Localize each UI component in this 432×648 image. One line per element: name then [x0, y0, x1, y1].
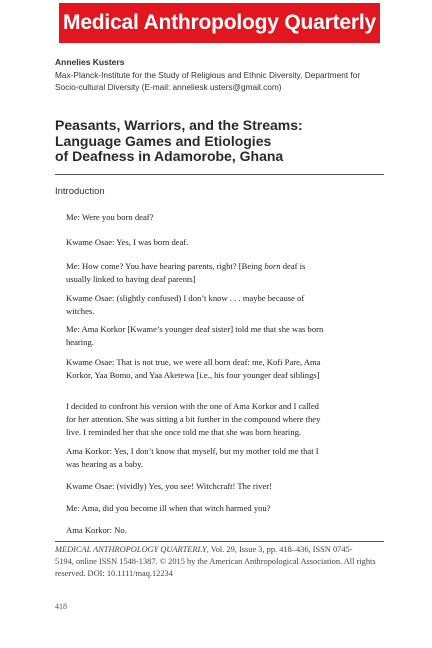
- dialogue-paragraph: [66, 323, 384, 349]
- dialogue-paragraph: [66, 480, 384, 493]
- text-line: Ama Korkor: No.: [66, 525, 127, 535]
- dialogue-paragraph: [66, 292, 384, 318]
- text-line: [55, 544, 385, 556]
- section-heading: Introduction: [55, 186, 105, 197]
- footer-divider: [55, 541, 384, 542]
- dialogue-paragraph: [66, 502, 384, 515]
- citation-block: [55, 544, 385, 580]
- text-line: Me: Ama, did you become ill when that witch harmed you?: [66, 503, 271, 513]
- affiliation-line: Socio-cultural Diversity (E-mail: anneliesk usters@gmail.com): [55, 82, 282, 92]
- text-line: reserved. DOI: 10.1111/maq.12234: [55, 569, 173, 578]
- text-line: Kwame Osae: (slightly confused) I don’t know . . . maybe because of: [66, 293, 305, 303]
- title-line: Peasants, Warriors, and the Streams:: [55, 117, 303, 133]
- text-line: Kwame Osae: (vividly) Yes, you see! Witchcraft! The river!: [66, 481, 273, 491]
- text-line: Me: Were you born deaf?: [66, 212, 154, 222]
- title-divider: [55, 174, 384, 175]
- text-line: Kwame Osae: Yes, I was born deaf.: [66, 237, 189, 247]
- journal-banner: Medical Anthropology Quarterly: [59, 3, 380, 43]
- text-line: Ama Korkor: Yes, I don’t know that myself, but my mother told me that I: [66, 446, 319, 456]
- text-line: witches.: [66, 306, 95, 316]
- text-run: deaf is: [280, 261, 306, 271]
- dialogue-paragraph: [66, 211, 384, 224]
- title-line: of Deafness in Adamorobe, Ghana: [55, 148, 284, 164]
- text-line: I decided to confront his version with the one of Ama Korkor and I called: [66, 401, 319, 411]
- text-line: live. I reminded her that she once told me that she was born hearing.: [66, 427, 302, 437]
- author-affiliation: [55, 69, 385, 93]
- dialogue-paragraph: [66, 356, 384, 382]
- dialogue-paragraph: [66, 445, 384, 471]
- text-line: for her attention. She was sitting a bit further in the compound where they: [66, 414, 321, 424]
- text-line: 5194, online ISSN 1548-1387. © 2015 by the American Anthropological Association. All rights: [55, 557, 376, 566]
- text-line: hearing.: [66, 337, 94, 347]
- text-line: Me: Ama Korkor [Kwame’s younger deaf sister] told me that she was born: [66, 324, 324, 334]
- text-line: Korkor, Yaa Bomo, and Yaa Aketewa [i.e., his four younger deaf siblings]: [66, 370, 320, 380]
- dialogue-paragraph: [66, 260, 384, 286]
- text-line: Kwame Osae: That is not true, we were all born deaf: me, Kofi Pare, Ama: [66, 357, 321, 367]
- text-line: usually linked to having deaf parents]: [66, 274, 196, 284]
- dialogue-paragraph: [66, 236, 384, 249]
- title-line: Language Games and Etiologies: [55, 132, 272, 149]
- emphasis-text: born: [264, 261, 281, 271]
- article-title: [55, 118, 385, 165]
- page-number: 418: [55, 602, 67, 611]
- author-name: Annelies Kusters: [55, 57, 125, 67]
- dialogue-paragraph: [66, 524, 384, 537]
- text-line: was hearing as a baby.: [66, 459, 143, 469]
- text-run: , Vol. 29, Issue 3, pp. 418–436, ISSN 0745-: [206, 545, 353, 554]
- narrative-paragraph: [66, 400, 384, 439]
- text-line: [66, 260, 384, 273]
- affiliation-line: Max-Planck-Institute for the Study of Religious and Ethnic Diversity, Department for: [55, 70, 361, 80]
- text-run: Me: How come? You have hearing parents, right? [Being: [66, 261, 265, 271]
- journal-name-italic: MEDICAL ANTHROPOLOGY QUARTERLY: [55, 545, 207, 554]
